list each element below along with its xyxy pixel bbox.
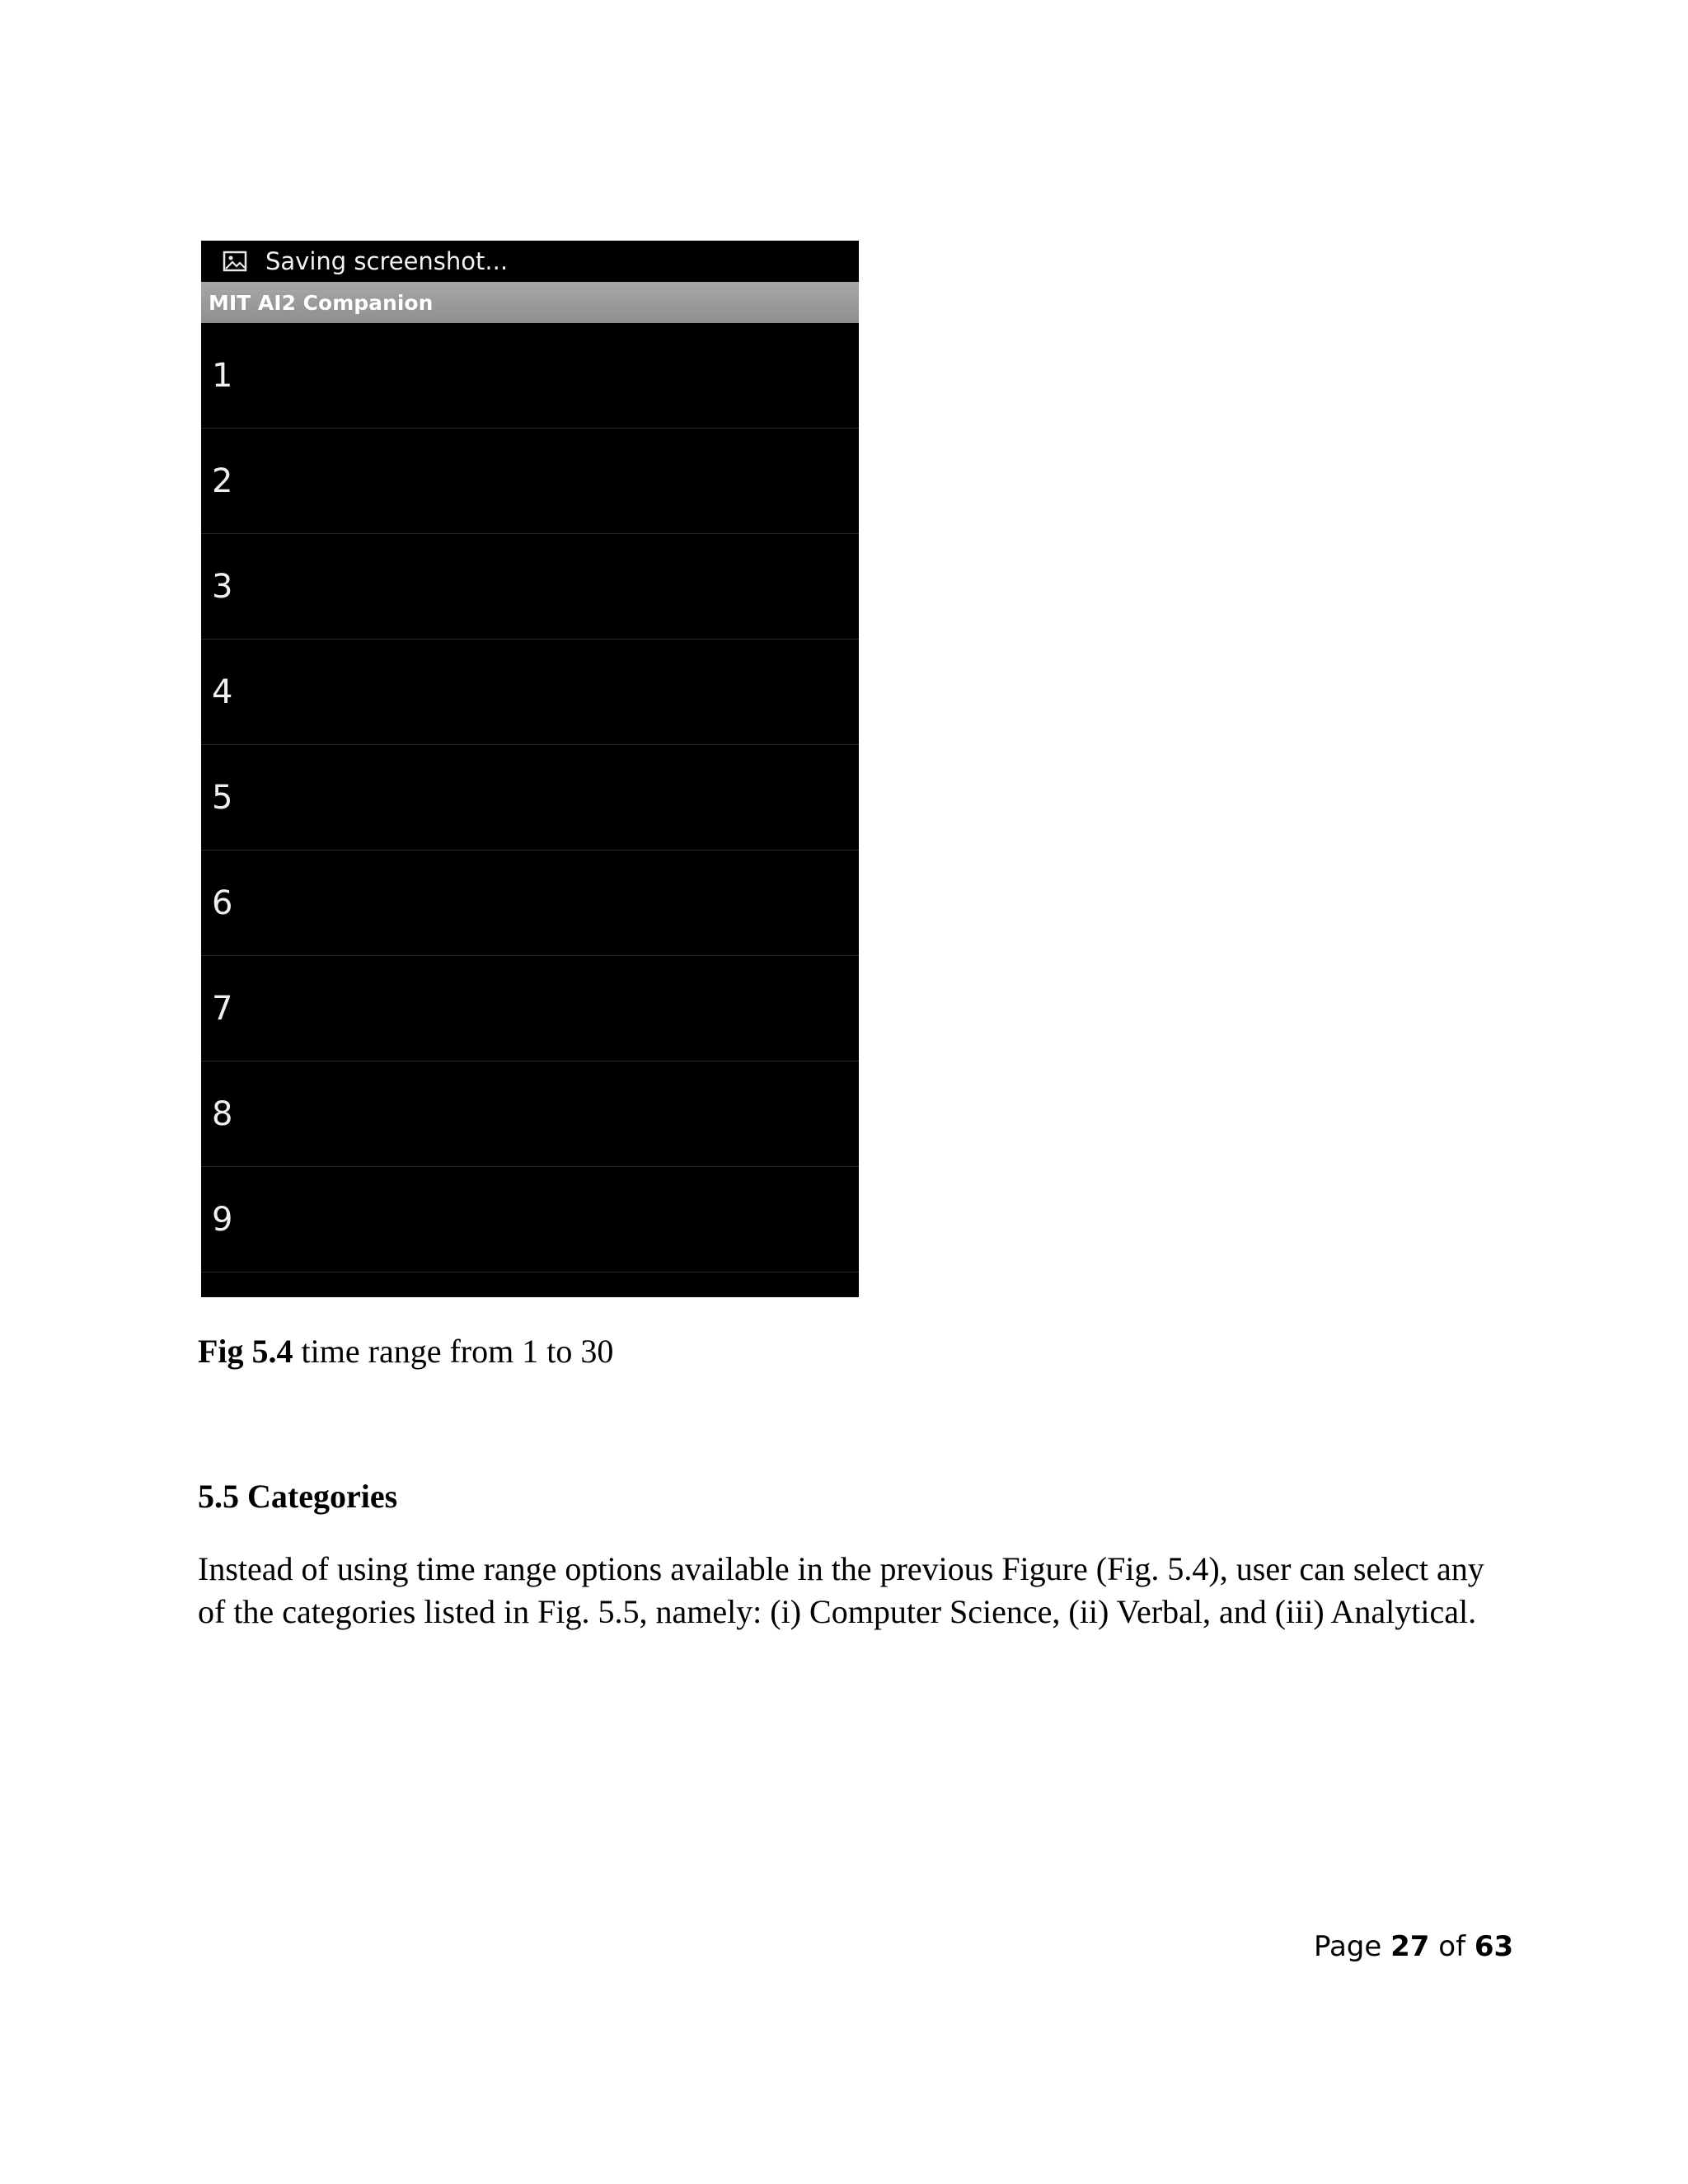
list-item-label: 5 — [212, 778, 233, 817]
list-item[interactable] — [201, 1062, 859, 1167]
section-body: Instead of using time range options available in the previous Figure (Fig. 5.4), user can select any of the categories listed in Fig. 5.5, namely: (i) Computer Science, (ii) Verbal, and (iii) Analytical. — [198, 1550, 1484, 1630]
list-item[interactable] — [201, 851, 859, 956]
time-range-list — [201, 323, 859, 1272]
list-item-label: 8 — [212, 1094, 233, 1133]
status-text: Saving screenshot... — [265, 247, 509, 275]
figure-label: Fig 5.4 — [198, 1333, 293, 1370]
total-pages: 63 — [1474, 1930, 1514, 1963]
list-item-label: 2 — [212, 462, 233, 500]
list-item-label: 9 — [212, 1200, 233, 1239]
page-number — [1314, 1930, 1513, 1963]
list-item[interactable] — [201, 745, 859, 851]
list-item[interactable] — [201, 323, 859, 429]
list-item-label: 6 — [212, 883, 233, 922]
page-prefix: Page — [1314, 1930, 1391, 1963]
list-item-label: 7 — [212, 989, 233, 1028]
image-icon — [223, 249, 247, 274]
list-item[interactable] — [201, 534, 859, 640]
list-item-label: 3 — [212, 567, 233, 606]
app-title-bar — [201, 282, 859, 323]
app-screenshot — [201, 241, 859, 1297]
list-item[interactable] — [201, 429, 859, 534]
list-item-label: 4 — [212, 673, 233, 711]
app-title: MIT AI2 Companion — [209, 290, 434, 315]
section-heading: 5.5 Categories — [198, 1478, 398, 1515]
list-item[interactable] — [201, 956, 859, 1062]
figure-caption — [198, 1332, 613, 1371]
page-of: of — [1429, 1930, 1475, 1963]
current-page: 27 — [1390, 1930, 1430, 1963]
list-item[interactable] — [201, 640, 859, 745]
list-item[interactable] — [201, 1167, 859, 1272]
list-item-label: 1 — [212, 356, 233, 395]
figure-caption-text: time range from 1 to 30 — [293, 1333, 614, 1370]
status-bar — [201, 241, 859, 282]
